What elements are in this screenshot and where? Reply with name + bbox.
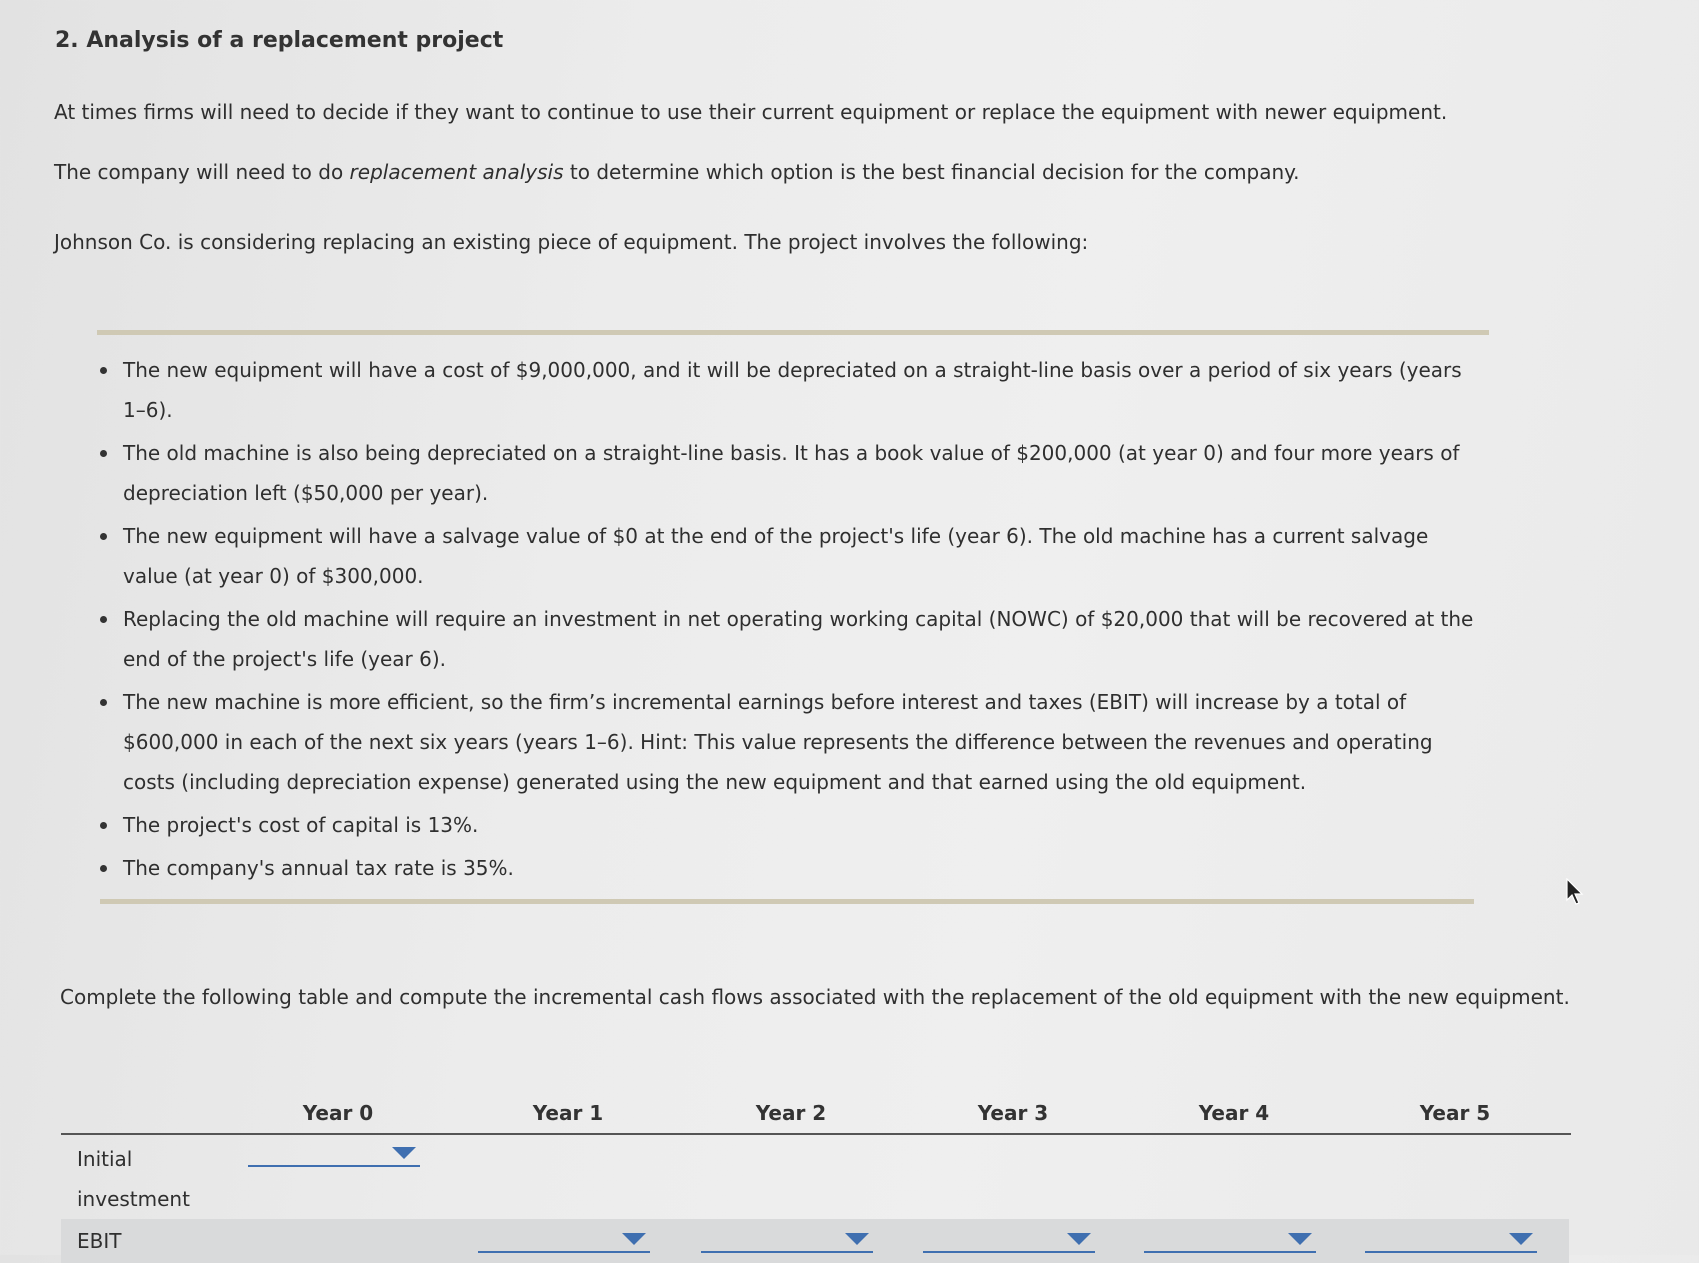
chevron-down-icon	[392, 1147, 416, 1159]
list-item	[97, 516, 1487, 596]
ebit-year-5-dropdown[interactable]	[1365, 1229, 1537, 1253]
list-item-text: The old machine is also being depreciated on a straight-line basis. It has a book value of $200,000 (at year 0) and four more years of depreciation left ($50,000 per year).	[123, 441, 1460, 505]
table-row-ebit	[61, 1219, 1569, 1263]
bullet-icon	[100, 865, 107, 872]
table-row-initial-investment	[61, 1135, 1569, 1219]
ebit-year-1-dropdown[interactable]	[478, 1229, 650, 1253]
bullet-icon	[100, 822, 107, 829]
chevron-down-icon	[1067, 1233, 1091, 1245]
chevron-down-icon	[622, 1233, 646, 1245]
ebit-year-2-dropdown[interactable]	[701, 1229, 873, 1253]
divider-top	[97, 330, 1489, 335]
row-label-initial-investment: Initial investment	[77, 1147, 190, 1211]
bullet-icon	[100, 699, 107, 706]
header-year-3: Year 3	[977, 1101, 1049, 1125]
list-item	[97, 848, 1487, 888]
bullet-icon	[100, 450, 107, 457]
list-item-text: The project's cost of capital is 13%.	[123, 813, 479, 837]
replacement-analysis-term: replacement analysis	[349, 160, 564, 184]
sentence-end: to determine which option is the best financial decision for the company.	[563, 160, 1300, 184]
project-facts-list	[97, 350, 1487, 891]
chevron-down-icon	[1509, 1233, 1533, 1245]
list-item-text: Replacing the old machine will require an investment in net operating working capital (NOWC) of $20,000 that will be recovered at the end of the project's life (year 6).	[123, 607, 1474, 671]
list-item-text: The new equipment will have a cost of $9,000,000, and it will be depreciated on a straight-line basis over a period of six years (years 1–6).	[123, 358, 1462, 422]
header-year-2: Year 2	[755, 1101, 827, 1125]
header-year-5: Year 5	[1419, 1101, 1491, 1125]
table-instruction: Complete the following table and compute the incremental cash flows associated with the replacement of the old equipment with the new equipment.	[60, 985, 1570, 1009]
chevron-down-icon	[1288, 1233, 1312, 1245]
row-label-ebit: EBIT	[77, 1229, 122, 1253]
ebit-year-4-dropdown[interactable]	[1144, 1229, 1316, 1253]
list-item	[97, 682, 1487, 802]
initial-investment-year-0-dropdown[interactable]	[248, 1143, 420, 1167]
chevron-down-icon	[845, 1233, 869, 1245]
cash-flow-table	[61, 1093, 1571, 1263]
replacement-analysis-paragraph	[54, 160, 1300, 184]
list-item-text: The new equipment will have a salvage value of $0 at the end of the project's life (year 6). The old machine has a current salvage value (at year 0) of $300,000.	[123, 524, 1429, 588]
list-item-text: The new machine is more efficient, so the firm’s incremental earnings before interest and taxes (EBIT) will increase by a total of $600,000 in each of the next six years (years 1–6). Hint: This value represents the difference between the revenues and operating costs (including depreciation expense) generated using the new equipment and that earned using the old equipment.	[123, 690, 1433, 794]
bullet-icon	[100, 367, 107, 374]
sentence-start: The company will need to do	[54, 160, 350, 184]
bullet-icon	[100, 533, 107, 540]
list-item	[97, 599, 1487, 679]
company-paragraph: Johnson Co. is considering replacing an existing piece of equipment. The project involves the following:	[54, 230, 1089, 254]
header-year-0: Year 0	[302, 1101, 374, 1125]
bullet-icon	[100, 616, 107, 623]
intro-paragraph: At times firms will need to decide if they want to continue to use their current equipment or replace the equipment with newer equipment.	[54, 100, 1448, 124]
list-item	[97, 350, 1487, 430]
mouse-pointer-icon	[1566, 878, 1584, 906]
list-item	[97, 433, 1487, 513]
list-item-text: The company's annual tax rate is 35%.	[123, 856, 514, 880]
header-year-4: Year 4	[1198, 1101, 1270, 1125]
list-item	[97, 805, 1487, 845]
header-year-1: Year 1	[532, 1101, 604, 1125]
question-title: 2. Analysis of a replacement project	[55, 28, 504, 53]
ebit-year-3-dropdown[interactable]	[923, 1229, 1095, 1253]
table-header-row	[61, 1093, 1571, 1135]
divider-bottom	[100, 899, 1474, 904]
